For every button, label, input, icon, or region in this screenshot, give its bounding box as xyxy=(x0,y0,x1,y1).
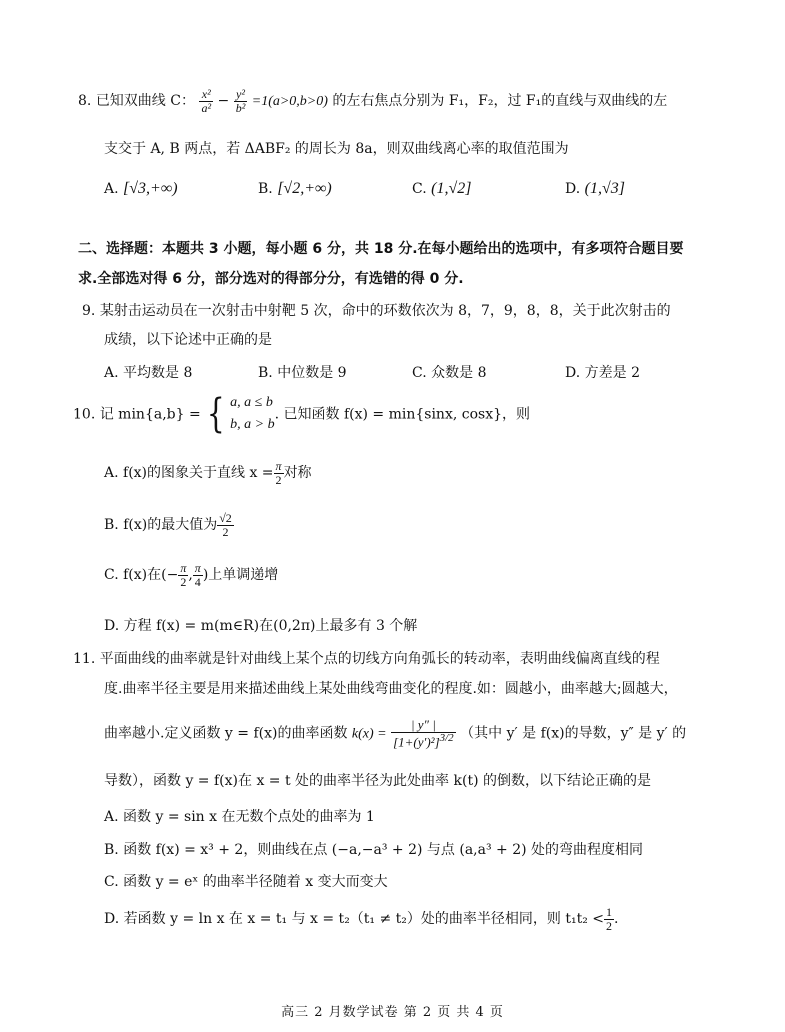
q8-cond: =1(a>0,b>0) xyxy=(251,94,328,110)
q11-option-c: C. 函数 y = eˣ 的曲率半径随着 x 变大而变大 xyxy=(104,874,388,890)
page-footer: 高三 2 月数学试卷 第 2 页 共 4 页 xyxy=(281,1005,504,1020)
q8-frac-x: $\frac{\text{x²}}{\text{a²}}$ xyxy=(201,87,212,115)
q8-option-a: A. [√3,+∞) xyxy=(104,180,178,197)
q9-line1: 9. 某射击运动员在一次射击中射靶 5 次，命中的环数依次为 8，7，9，8，8，关于此次射击的 xyxy=(82,303,671,319)
q9-option-d: D. 方差是 2 xyxy=(565,365,640,381)
q11-line2: 度.曲率半径主要是用来描述曲线上某处曲线弯曲变化的程度.如：圆越小，曲率越大;圆越大， xyxy=(104,681,678,697)
q8-minus: − xyxy=(217,93,230,110)
q11-line4: 导数），函数 y = f(x)在 x = t 处的曲率半径为此处曲率 k(t) 的倒数，以下结论正确的是 xyxy=(104,773,651,789)
section2-line1: 二、选择题：本题共 3 小题，每小题 6 分，共 18 分.在每小题给出的选项中，有多项符合题目要 xyxy=(78,241,684,257)
q10-option-b: B. f(x)的最大值为 $\frac{√2}{2}$ xyxy=(104,511,232,539)
q10-option-d: D. 方程 f(x) = m(m∈R)在(0,2π)上最多有 3 个解 xyxy=(104,618,418,634)
q8-option-c: C. (1,√2] xyxy=(412,180,472,197)
q8-option-b: B. [√2,+∞) xyxy=(258,180,332,197)
q10-option-a: A. f(x)的图象关于直线 x = $\frac{\pi}{2}$ 对称 xyxy=(104,459,312,487)
k-function-frac: $\frac{| y'' |}{[1+(y')^2]^{3/2}}$ xyxy=(393,717,454,749)
q9-option-a: A. 平均数是 8 xyxy=(104,365,193,381)
q8-line2: 支交于 A, B 两点，若 ΔABF₂ 的周长为 8a，则双曲线离心率的取值范围为 xyxy=(104,141,569,157)
q11-line1: 11. 平面曲线的曲率就是针对曲线上某个点的切线方向角弧长的转动率，表明曲线偏离直线的程 xyxy=(73,651,660,667)
q8-pre: 已知双曲线 C： xyxy=(95,93,195,110)
q9-option-c: C. 众数是 8 xyxy=(412,365,487,381)
q10-line1: 10. 记 min{a,b} = { a, a ≤ b b, a > b . 已知函数 f(x) = min{sinx, cosx}，则 xyxy=(73,391,530,438)
q11-option-a: A. 函数 y = sin x 在无数个点处的曲率为 1 xyxy=(104,809,375,825)
q8-number: 8. xyxy=(78,93,92,110)
q10-cases: a, a ≤ b b, a > b xyxy=(230,395,275,433)
q11-option-d: D. 若函数 y = ln x 在 x = t₁ 与 x = t₂（t₁ ≠ t₂）处的曲率半径相同，则 t₁t₂ < $\frac{1}{2}$ . xyxy=(104,905,619,933)
q8-post: 的左右焦点分别为 F₁，F₂，过 F₁的直线与双曲线的左 xyxy=(332,93,668,110)
q10-option-c: C. f(x)在(− $\frac{\pi}{2}$ , $\frac{\pi}{4}$ )上单调递增 xyxy=(104,561,279,589)
q8-line1 xyxy=(78,88,667,114)
q9-line2: 成绩，以下论述中正确的是 xyxy=(104,332,272,348)
q11-line3: 曲率越小.定义函数 y = f(x)的曲率函数 k(x) = $\frac{| y'' |}{[1+(y')^2]^{3/2}}$ （其中 y′ 是 f(x)的导数，y″ 是 y′ 的 xyxy=(104,717,687,749)
q8-option-d: D. (1,√3] xyxy=(565,180,625,197)
section2-line2: 求.全部选对得 6 分，部分选对的得部分分，有选错的得 0 分. xyxy=(78,271,464,287)
q9-option-b: B. 中位数是 9 xyxy=(258,365,347,381)
brace-symbol: { xyxy=(206,391,225,438)
q8-frac-y: $\frac{\text{y²}}{\text{b²}}$ xyxy=(235,87,246,115)
k-function-lhs: k(x) = xyxy=(351,726,387,742)
q11-option-b: B. 函数 f(x) = x³ + 2，则曲线在点 (−a,−a³ + 2) 与点 (a,a³ + 2) 处的弯曲程度相同 xyxy=(104,842,644,858)
